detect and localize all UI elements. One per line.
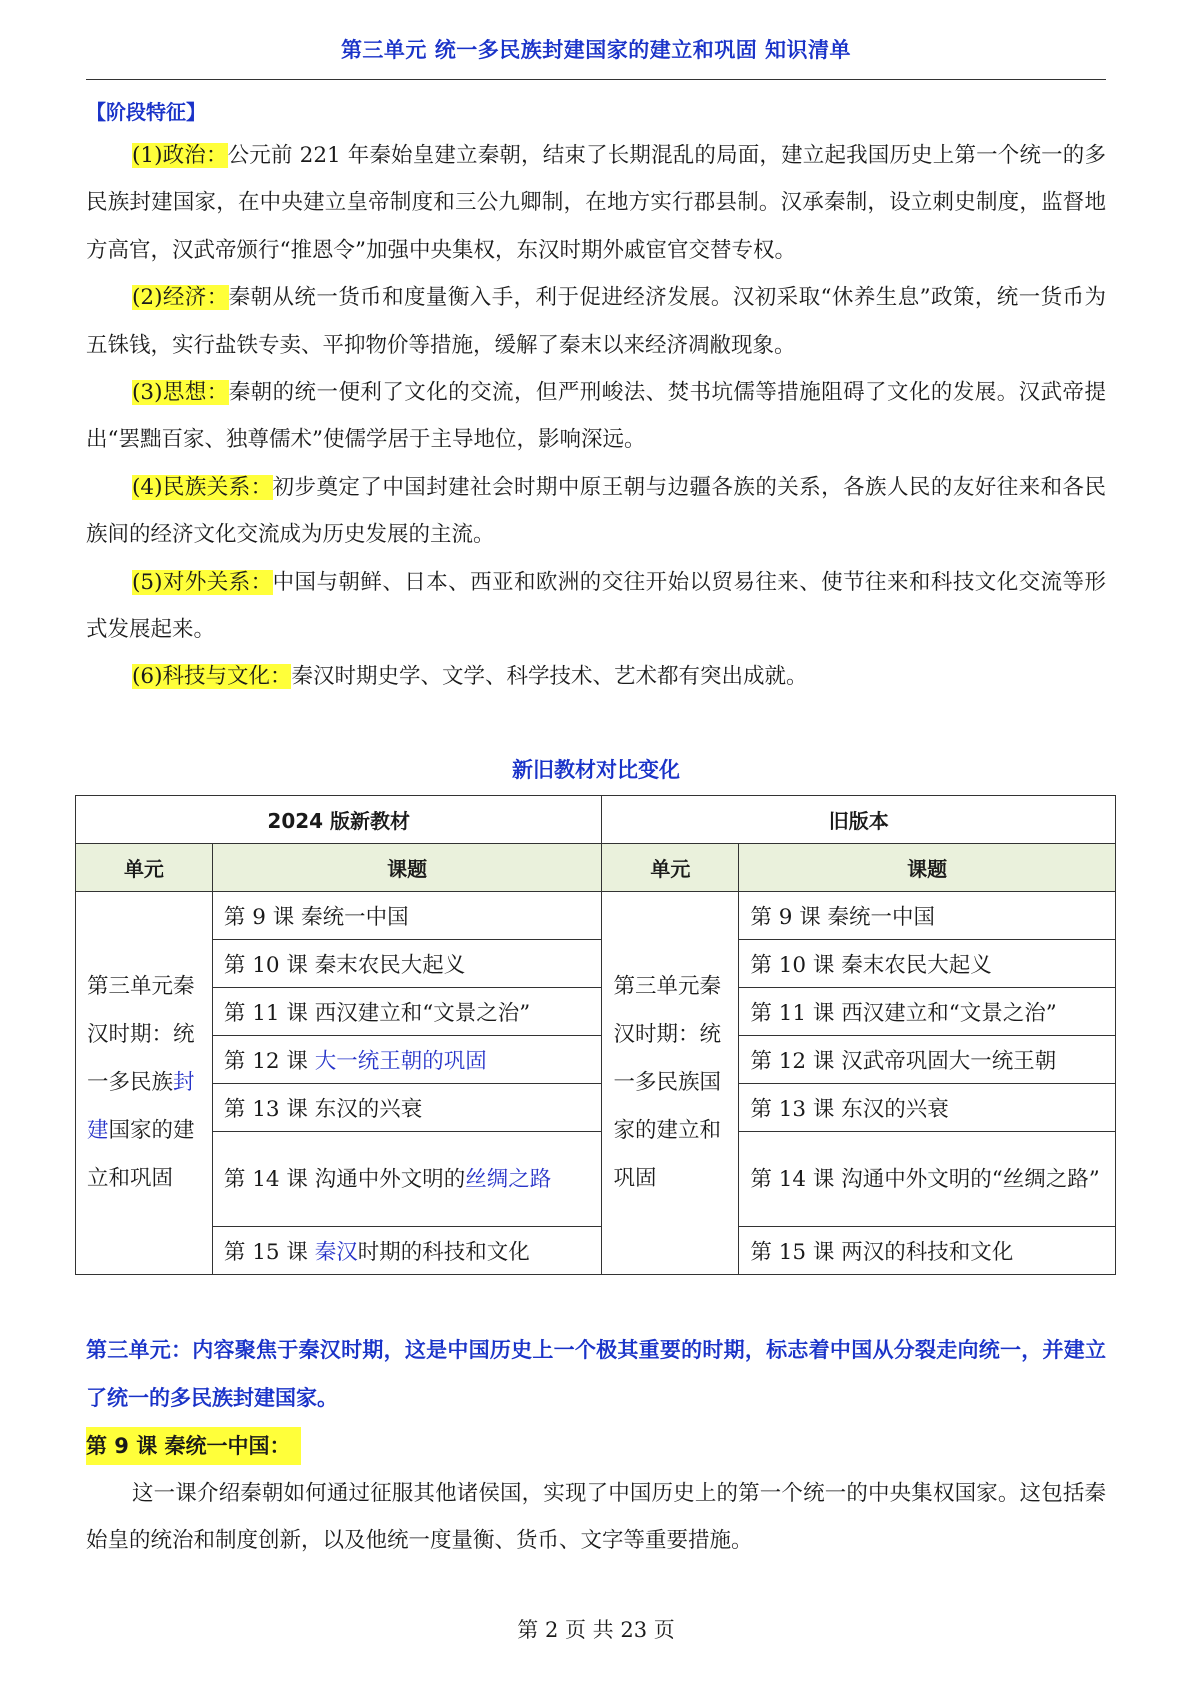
feature-text: 秦朝的统一便利了文化的交流，但严刑峻法、焚书坑儒等措施阻碍了文化的发展。汉武帝提出“罢黜百家、独尊儒术”使儒学居于主导地位，影响深远。 — [86, 380, 1106, 453]
feature-politics — [86, 132, 1106, 274]
lesson-changed-title: 丝绸之路 — [465, 1166, 552, 1192]
stage-features — [86, 132, 1106, 701]
feature-thought — [86, 369, 1106, 464]
new-lesson-12 — [212, 1036, 602, 1084]
table-header-row — [76, 796, 1116, 844]
unit-summary: 第三单元：内容聚焦于秦汉时期，这是中国历史上一个极其重要的时期，标志着中国从分裂走向统一，并建立了统一的多民族封建国家。 — [86, 1338, 1106, 1410]
unit-text: 第三单元秦汉时期：统一多民族 — [87, 974, 195, 1095]
feature-economy — [86, 274, 1106, 369]
feature-ethnic-relations — [86, 464, 1106, 559]
stage-heading: 【阶段特征】 — [86, 100, 206, 124]
lesson-changed-title: 大一统王朝的巩固 — [314, 1049, 487, 1074]
old-lesson-14: 第 14 课 沟通中外文明的“丝绸之路” — [739, 1132, 1116, 1227]
new-lesson-9: 第 9 课 秦统一中国 — [212, 892, 602, 940]
old-lesson-11: 第 11 课 西汉建立和“文景之治” — [739, 988, 1116, 1036]
new-lesson-10: 第 10 课 秦末农民大起义 — [212, 940, 602, 988]
table-row — [76, 892, 1116, 940]
feature-text: 公元前 221 年秦始皇建立秦朝，结束了长期混乱的局面，建立起我国历史上第一个统一的多民族封建国家，在中央建立皇帝制度和三公九卿制，在地方实行郡县制。汉承秦制，设立刺史制度，监督地方高官，汉武帝颁行“推恩令”加强中央集权，东汉时期外戚宦官交替专权。 — [86, 143, 1106, 263]
lesson-9-heading: 第 9 课 秦统一中国： — [86, 1427, 301, 1465]
feature-science-culture — [86, 653, 1106, 700]
table-row — [76, 1036, 1116, 1084]
feature-label: (5)对外关系： — [132, 569, 273, 595]
feature-label: (4)民族关系： — [132, 474, 273, 500]
textbook-comparison-table — [75, 795, 1116, 1275]
new-lesson-col-header: 课题 — [212, 844, 602, 892]
lesson-number: 第 12 课 — [223, 1049, 315, 1074]
lesson-9-paragraph: 这一课介绍秦朝如何通过征服其他诸侯国，实现了中国历史上的第一个统一的中央集权国家。这包括秦始皇的统治和制度创新，以及他统一度量衡、货币、文字等重要措施。 — [86, 1481, 1106, 1554]
lesson-changed-title: 秦汉 — [314, 1240, 358, 1265]
feature-label: (2)经济： — [132, 285, 229, 311]
feature-text: 秦朝从统一货币和度量衡入手，利于促进经济发展。汉初采取“休养生息”政策，统一货币为五铢钱，实行盐铁专卖、平抑物价等措施，缓解了秦末以来经济凋敝现象。 — [86, 285, 1106, 358]
lesson-number: 第 14 课 沟通中外文明的 — [223, 1166, 466, 1192]
old-lesson-9: 第 9 课 秦统一中国 — [739, 892, 1116, 940]
header-divider — [86, 79, 1106, 80]
new-unit-cell — [76, 892, 213, 1275]
new-lesson-14 — [212, 1132, 602, 1227]
feature-label: (6)科技与文化： — [132, 664, 292, 690]
new-unit-col-header: 单元 — [76, 844, 213, 892]
old-unit-cell: 第三单元秦汉时期：统一多民族国家的建立和巩固 — [602, 892, 739, 1275]
unit-text-highlight: 封建 — [87, 1070, 195, 1143]
old-lesson-13: 第 13 课 东汉的兴衰 — [739, 1084, 1116, 1132]
feature-text: 中国与朝鲜、日本、西亚和欧洲的交往开始以贸易往来、使节往来和科技文化交流等形式发展起来。 — [86, 569, 1106, 643]
new-edition-header: 2024 版新教材 — [76, 796, 602, 844]
old-lesson-12: 第 12 课 汉武帝巩固大一统王朝 — [739, 1036, 1116, 1084]
new-lesson-11: 第 11 课 西汉建立和“文景之治” — [212, 988, 602, 1036]
feature-foreign-relations — [86, 559, 1106, 654]
page-title: 第三单元 统一多民族封建国家的建立和巩固 知识清单 — [340, 38, 852, 62]
old-edition-header: 旧版本 — [602, 796, 1116, 844]
table-title: 新旧教材对比变化 — [512, 758, 680, 782]
feature-label: (1)政治： — [132, 143, 228, 168]
lesson-number: 第 15 课 — [223, 1240, 315, 1265]
feature-label: (3)思想： — [132, 380, 229, 406]
lesson-9-body — [86, 1470, 1106, 1565]
table-row — [76, 988, 1116, 1036]
old-lesson-15: 第 15 课 两汉的科技和文化 — [739, 1227, 1116, 1275]
old-lesson-10: 第 10 课 秦末农民大起义 — [739, 940, 1116, 988]
feature-text: 秦汉时期史学、文学、科学技术、艺术都有突出成就。 — [291, 664, 808, 690]
table-row — [76, 1227, 1116, 1275]
new-lesson-15 — [212, 1227, 602, 1275]
new-lesson-13: 第 13 课 东汉的兴衰 — [212, 1084, 602, 1132]
lesson-title: 时期的科技和文化 — [357, 1240, 530, 1265]
table-subheader-row — [76, 844, 1116, 892]
page-number: 第 2 页 共 23 页 — [517, 1618, 675, 1642]
table-row — [76, 1084, 1116, 1132]
unit-text: 国家的建立和巩固 — [87, 1118, 195, 1191]
old-lesson-col-header: 课题 — [739, 844, 1116, 892]
feature-text: 初步奠定了中国封建社会时期中原王朝与边疆各族的关系，各族人民的友好往来和各民族间的经济文化交流成为历史发展的主流。 — [86, 474, 1106, 548]
table-row — [76, 940, 1116, 988]
old-unit-col-header: 单元 — [602, 844, 739, 892]
